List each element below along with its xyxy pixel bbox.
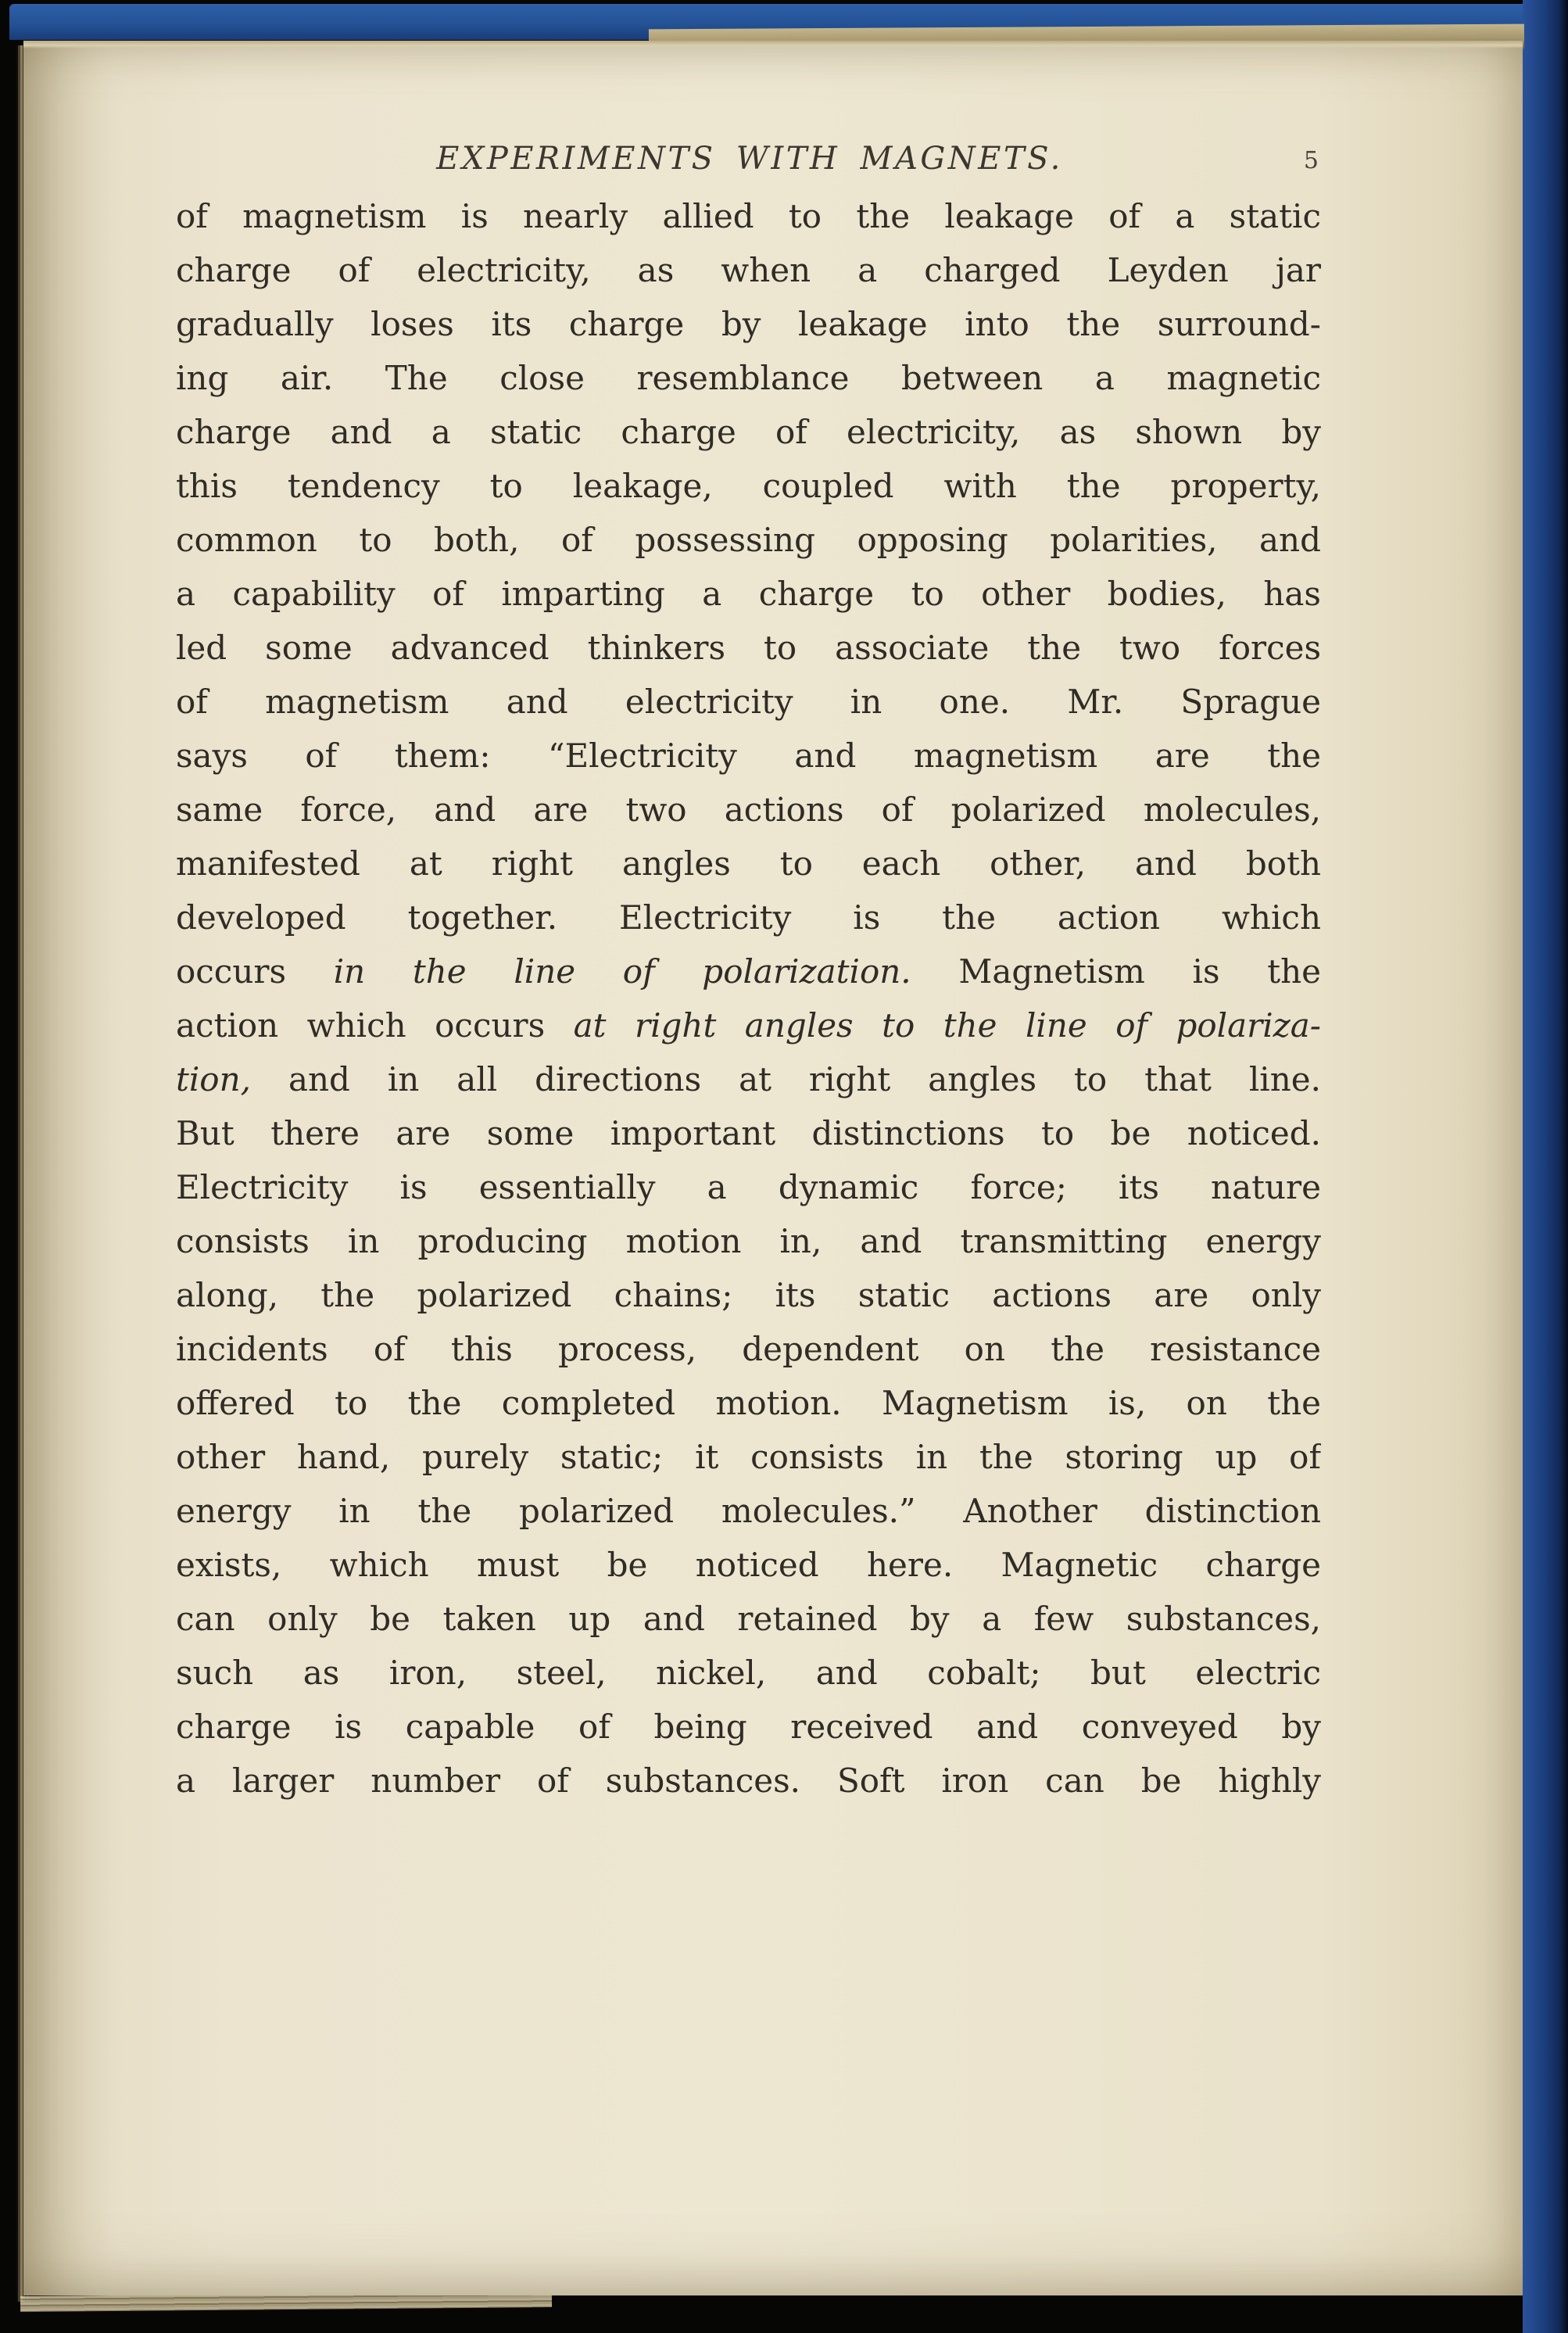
text-line <box>176 1430 1321 1484</box>
text-segment: charge and a static charge of electricity, as shown by <box>176 413 1321 451</box>
text-segment: offered to the completed motion. Magnetism is, on the <box>176 1384 1321 1422</box>
text-line <box>176 1160 1321 1214</box>
text-line <box>176 567 1321 621</box>
text-line <box>176 837 1321 891</box>
text-line <box>176 675 1321 729</box>
text-segment: gradually loses its charge by leakage into the surround- <box>176 305 1321 343</box>
text-segment: a capability of imparting a charge to other bodies, has <box>176 575 1321 613</box>
italic-text-segment: at right angles to the line of polariza- <box>573 1006 1321 1045</box>
text-segment: charge is capable of being received and conveyed by <box>176 1708 1321 1746</box>
text-segment: manifested at right angles to each other, and both <box>176 844 1321 883</box>
text-line <box>176 1052 1321 1106</box>
text-segment: same force, and are two actions of polarized molecules, <box>176 790 1321 829</box>
text-segment: But there are some important distinctions to be noticed. <box>176 1114 1321 1152</box>
running-title: EXPERIMENTS WITH MAGNETS. <box>436 141 1063 177</box>
text-segment: energy in the polarized molecules.” Another distinction <box>176 1492 1321 1530</box>
body-text <box>176 189 1321 1808</box>
text-segment: and in all directions at right angles to that line. <box>251 1060 1321 1098</box>
text-line <box>176 459 1321 513</box>
text-line <box>176 297 1321 351</box>
page-header <box>176 141 1323 195</box>
text-line <box>176 1700 1321 1754</box>
italic-text-segment: in the line of polarization. <box>333 952 911 991</box>
text-segment: says of them: “Electricity and magnetism are the <box>176 736 1321 775</box>
text-segment: along, the polarized chains; its static actions are only <box>176 1276 1321 1314</box>
text-segment: of magnetism and electricity in one. Mr. Sprague <box>176 683 1321 721</box>
text-segment: exists, which must be noticed here. Magnetic charge <box>176 1546 1321 1584</box>
text-segment: consists in producing motion in, and transmitting energy <box>176 1222 1321 1260</box>
text-segment: developed together. Electricity is the action which <box>176 898 1321 937</box>
text-line <box>176 891 1321 944</box>
text-segment: led some advanced thinkers to associate the two forces <box>176 629 1321 667</box>
text-line <box>176 1214 1321 1268</box>
text-segment: this tendency to leakage, coupled with the property, <box>176 467 1321 505</box>
text-segment: common to both, of possessing opposing polarities, and <box>176 521 1321 559</box>
text-segment: occurs <box>176 952 334 991</box>
text-line <box>176 998 1321 1052</box>
text-segment: such as iron, steel, nickel, and cobalt; but electric <box>176 1654 1321 1692</box>
text-segment: ing air. The close resemblance between a magnetic <box>176 359 1321 397</box>
text-line <box>176 513 1321 567</box>
text-segment: can only be taken up and retained by a few substances, <box>176 1600 1321 1638</box>
page-paper <box>23 41 1523 2295</box>
text-line <box>176 783 1321 837</box>
text-line <box>176 621 1321 675</box>
text-line <box>176 1268 1321 1322</box>
text-line <box>176 1592 1321 1646</box>
text-line <box>176 243 1321 297</box>
text-segment: Electricity is essentially a dynamic force; its nature <box>176 1168 1321 1206</box>
text-segment: incidents of this process, dependent on the resistance <box>176 1330 1321 1368</box>
text-line <box>176 944 1321 998</box>
text-segment: of magnetism is nearly allied to the leakage of a static <box>176 197 1321 235</box>
text-line <box>176 351 1321 405</box>
text-line <box>176 1646 1321 1700</box>
paper-top-edge <box>23 41 1523 48</box>
text-line <box>176 1754 1321 1808</box>
text-line <box>176 1106 1321 1160</box>
text-line <box>176 1538 1321 1592</box>
text-line <box>176 1484 1321 1538</box>
text-line <box>176 405 1321 459</box>
text-line <box>176 1376 1321 1430</box>
text-line <box>176 1322 1321 1376</box>
book-cover-right-edge <box>1523 0 1568 2333</box>
text-segment: charge of electricity, as when a charged Leyden jar <box>176 251 1321 289</box>
italic-text-segment: tion, <box>176 1060 251 1098</box>
page-number: 5 <box>1303 147 1319 174</box>
text-segment: action which occurs <box>176 1006 574 1045</box>
text-segment: a larger number of substances. Soft iron can be highly <box>176 1761 1321 1800</box>
text-segment: Magnetism is the <box>911 952 1321 991</box>
text-line <box>176 189 1321 243</box>
text-line <box>176 729 1321 783</box>
text-segment: other hand, purely static; it consists in the storing up of <box>176 1438 1321 1476</box>
